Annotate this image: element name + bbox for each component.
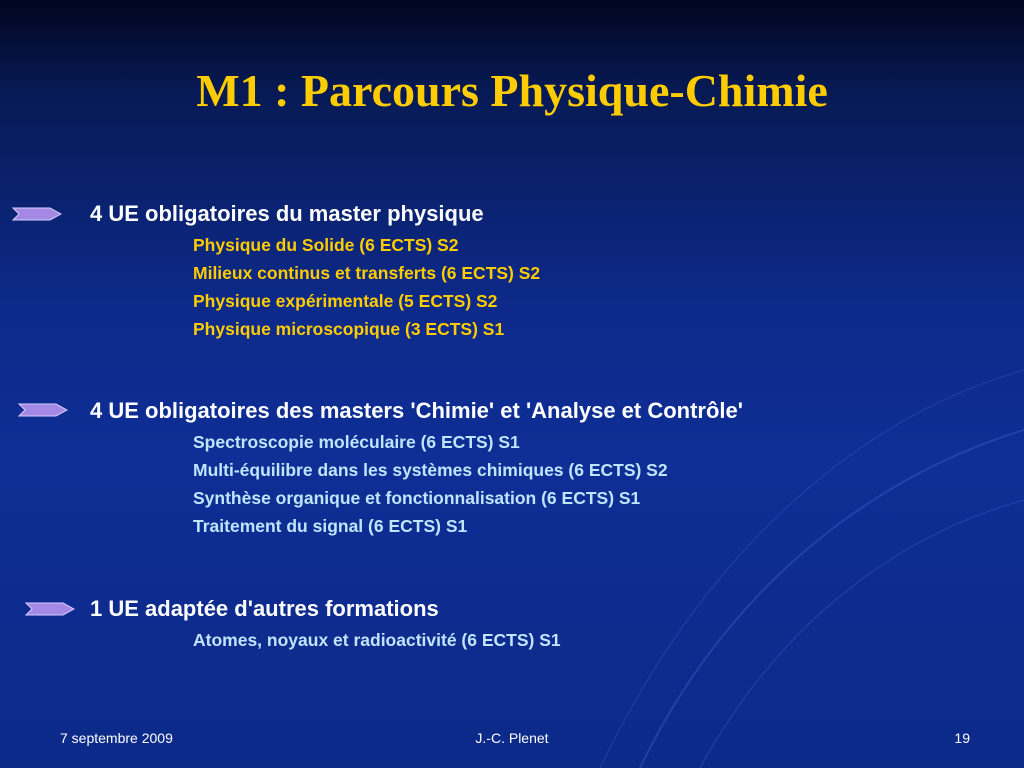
list-item: Physique microscopique (3 ECTS) S1 [193,319,505,339]
section-list-autres [193,626,561,654]
section-list-physique [193,231,540,343]
list-item: Atomes, noyaux et radioactivité (6 ECTS) S1 [193,630,561,650]
section-heading-physique: 4 UE obligatoires du master physique [90,201,484,226]
list-item: Spectroscopie moléculaire (6 ECTS) S1 [193,432,520,452]
arrow-bullet-icon [25,601,75,617]
footer-author: J.-C. Plenet [475,730,549,746]
list-item: Synthèse organique et fonctionnalisation (6 ECTS) S1 [193,488,641,508]
list-item: Milieux continus et transferts (6 ECTS) S2 [193,263,541,283]
slide-title: M1 : Parcours Physique-Chimie [196,65,828,116]
slide-number: 19 [954,730,970,746]
footer-date: 7 septembre 2009 [60,730,173,746]
section-heading-chimie: 4 UE obligatoires des masters 'Chimie' et 'Analyse et Contrôle' [90,398,744,423]
arrow-bullet-icon [18,402,68,418]
list-item: Physique du Solide (6 ECTS) S2 [193,235,459,255]
list-item: Multi-équilibre dans les systèmes chimiques (6 ECTS) S2 [193,460,668,480]
list-item: Physique expérimentale (5 ECTS) S2 [193,291,498,311]
list-item: Traitement du signal (6 ECTS) S1 [193,516,468,536]
arrow-bullet-icon [12,206,62,222]
section-list-chimie [193,428,668,540]
section-heading-autres: 1 UE adaptée d'autres formations [90,596,439,621]
